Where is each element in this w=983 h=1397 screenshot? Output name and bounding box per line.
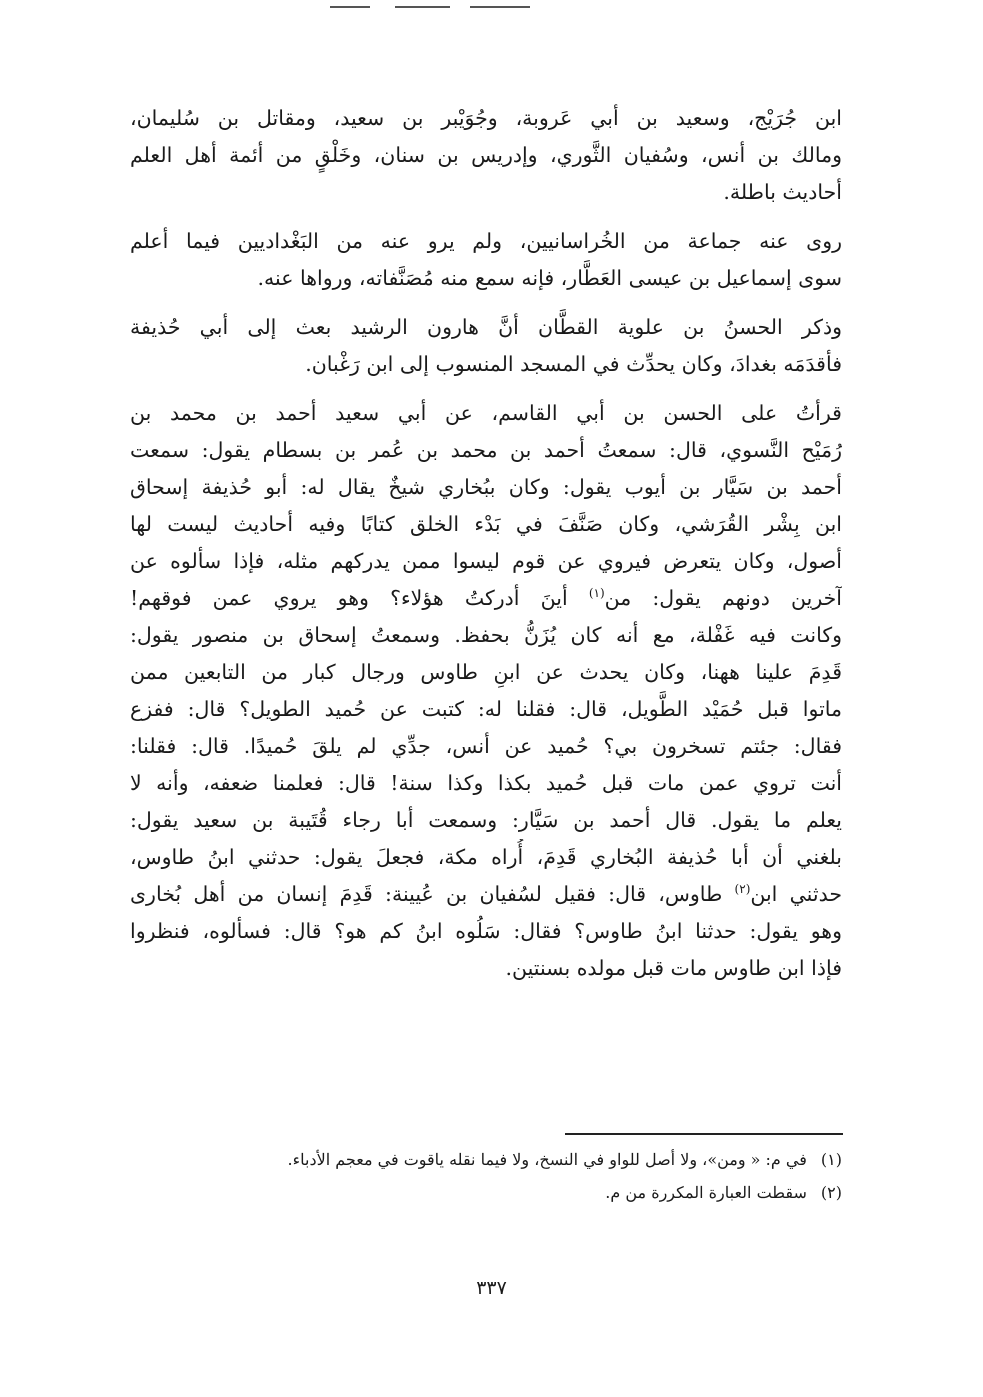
text-line: فقال: جئتم تسخرون بي؟ حُميد عن أنس، جدِّي لم يلقَ حُميدًا. قال: فقلنا:	[130, 734, 842, 758]
footnote-2	[140, 1176, 842, 1209]
header-rule	[470, 6, 530, 8]
footnote-1	[140, 1143, 842, 1176]
footnote-number: (١)	[820, 1150, 842, 1169]
paragraph-3	[130, 309, 842, 383]
text-line: بلغني أن أبا حُذيفة البُخاري قَدِمَ، أُراه مكة، فجعلَ يقول: حدثني ابنُ طاوس،	[130, 845, 842, 869]
text-line: أحاديث باطلة.	[723, 180, 842, 204]
text-line: أنت تروي عمن مات قبل حُميد بكذا وكذا سنة! قال: فعلمنا ضعفه، وأنه لا	[130, 771, 842, 795]
text-line	[130, 580, 842, 617]
header-rule	[395, 6, 450, 8]
footnote-number: (٢)	[820, 1183, 842, 1202]
paragraph-4	[130, 395, 842, 987]
header-rule	[330, 6, 370, 8]
text-line: قَدِمَ علينا ههنا، وكان يحدث عن ابنِ طاوس ورجال كبار من التابعين ممن	[130, 660, 842, 684]
main-text	[130, 100, 842, 987]
text-line	[130, 876, 842, 913]
footnotes	[140, 1143, 842, 1209]
text-segment: آخرين دونهم يقول: من	[604, 586, 842, 610]
text-line: فإذا ابن طاوس مات قبل مولده بسنتين.	[505, 956, 842, 980]
text-line: وذكر الحسنُ بن علوية القطَّان أنَّ هارون الرشيد بعث إلى أبي حُذيفة	[130, 315, 842, 339]
text-line: ومالك بن أنس، وسُفيان الثَّوري، وإدريس بن سنان، وخَلْقٍ من أئمة أهل العلم	[130, 143, 842, 167]
text-line: فأقدَمَه بغدادَ، وكان يحدِّث في المسجد المنسوب إلى ابن رَغْبان.	[305, 352, 842, 376]
text-line: وهو يقول: حدثنا ابنُ طاوس؟ فقال: سَلُوه ابنُ كم هو؟ قال: فسألوه، فنظروا	[130, 919, 842, 943]
text-line: ماتوا قبل حُمَيْد الطَّويل، قال: فقلنا له: كتبت عن حُميد الطويل؟ قال: ففزع	[130, 697, 842, 721]
footnote-ref-1[interactable]: (١)	[588, 586, 605, 601]
text-line: روى عنه جماعة من الخُراسانيين، ولم يرو عنه من البَغْداديين فيما أعلم	[130, 229, 842, 253]
text-line: ابن جُرَيْج، وسعيد بن أبي عَروبة، وجُوَيْبر بن سعيد، ومقاتل بن سُليمان،	[130, 106, 842, 130]
text-line: سوى إسماعيل بن عيسى العَطَّار، فإنه سمع منه مُصَنَّفاته، ورواها عنه.	[257, 266, 842, 290]
text-line: يعلم ما يقول. قال أحمد بن سَيَّار: وسمعت أبا رجاء قُتَيبة بن سعيد يقول:	[130, 808, 842, 832]
text-line: أصول، وكان يتعرض فيروي عن قوم ليسوا ممن يدركهم مثله، فإذا سألوه عن	[130, 549, 842, 573]
text-segment: أينَ أدركتُ هؤلاء؟ وهو يروي عمن فوقهم!	[130, 586, 589, 610]
text-segment: حدثني ابن	[750, 882, 842, 906]
text-line: قرأتُ على الحسن بن أبي القاسم، عن أبي سعيد أحمد بن محمد بن	[130, 401, 842, 425]
paragraph-1	[130, 100, 842, 211]
text-line: وكانت فيه غَفْلة، مع أنه كان يُزَنُّ بحفظ. وسمعتُ إسحاق بن منصور يقول:	[130, 623, 842, 647]
footnote-divider	[565, 1133, 843, 1135]
paragraph-2	[130, 223, 842, 297]
text-line: رُمَيْح النَّسوي، قال: سمعتُ أحمد بن محمد بن عُمر بن بسطام يقول: سمعت	[130, 438, 842, 462]
footnote-ref-2[interactable]: (٢)	[734, 882, 751, 897]
footnote-text: في م: « ومن»، ولا أصل للواو في النسخ، ولا فيما نقله ياقوت في معجم الأدباء.	[287, 1150, 807, 1169]
text-line: أحمد بن سَيَّار بن أيوب يقول: وكان ببُخاري شيخٌ يقال له: أبو حُذيفة إسحاق	[130, 475, 842, 499]
page-number: ٣٣٧	[476, 1277, 507, 1299]
text-line: ابن بِشْر القُرَشي، وكان صَنَّفَ في بَدْء الخلق كتابًا وفيه أحاديث ليست لها	[130, 512, 842, 536]
text-segment: طاوس، قال: فقيل لسُفيان بن عُيينة: قَدِمَ إنسان من أهل بُخارى	[130, 882, 735, 906]
footnote-text: سقطت العبارة المكررة من م.	[605, 1183, 807, 1202]
